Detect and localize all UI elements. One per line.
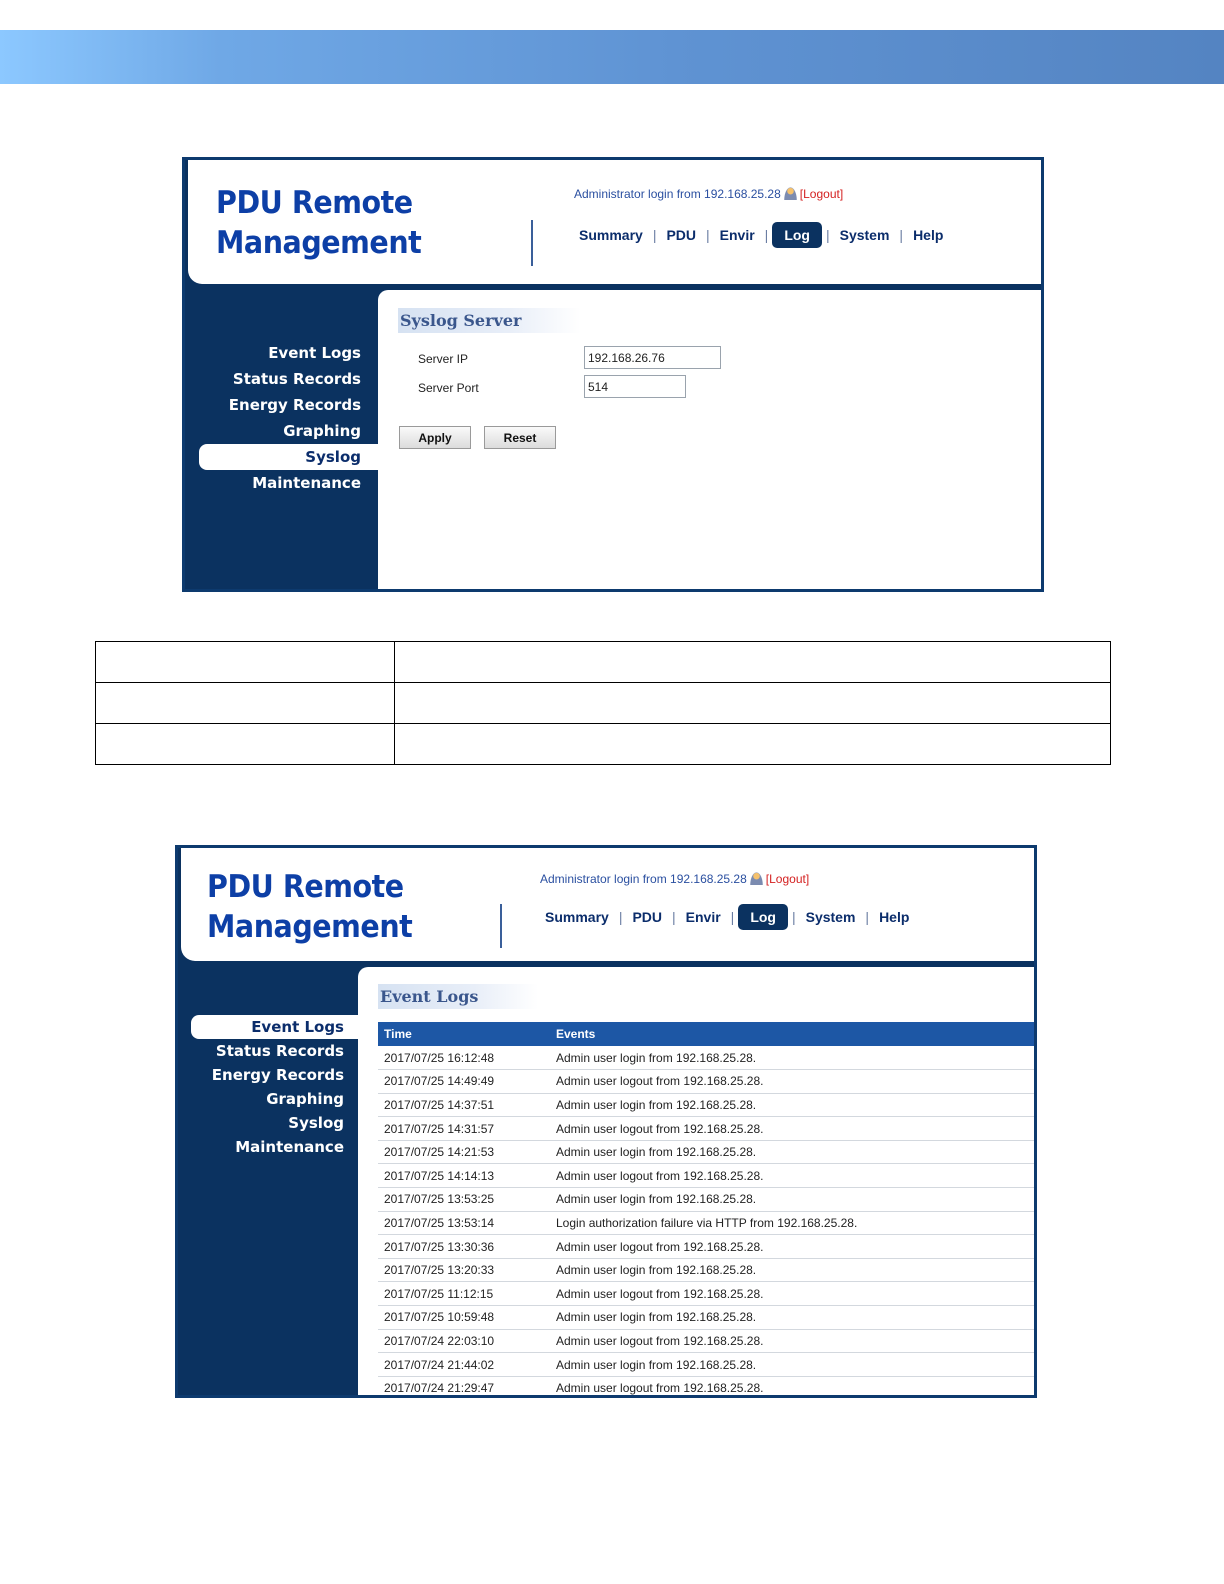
side-item-graphing[interactable]: Graphing: [266, 1090, 344, 1108]
nav-log[interactable]: Log: [772, 222, 822, 248]
log-time-cell: 2017/07/25 13:53:25: [378, 1188, 550, 1212]
log-event-cell: Admin user logout from 192.168.25.28.: [550, 1282, 1037, 1306]
admin-login-text: Administrator login from 192.168.25.28: [574, 187, 781, 201]
nav-separator: |: [791, 909, 796, 925]
log-event-cell: Admin user logout from 192.168.25.28.: [550, 1376, 1037, 1398]
main-nav: [545, 904, 909, 930]
log-event-cell: Admin user logout from 192.168.25.28.: [550, 1117, 1037, 1141]
nav-help[interactable]: Help: [879, 909, 910, 925]
table-row: [378, 1070, 1037, 1094]
log-event-cell: Login authorization failure via HTTP from 192.168.25.28.: [550, 1211, 1037, 1235]
admin-login-text: Administrator login from 192.168.25.28: [540, 872, 747, 886]
table-row: [378, 1235, 1037, 1259]
column-header-time: Time: [378, 1022, 550, 1046]
log-event-cell: Admin user logout from 192.168.25.28.: [550, 1070, 1037, 1094]
user-icon: [750, 872, 763, 885]
table-row: [96, 724, 1111, 765]
logout-link[interactable]: [Logout]: [765, 872, 810, 886]
nav-separator: |: [899, 227, 904, 243]
log-event-cell: Admin user login from 192.168.25.28.: [550, 1188, 1037, 1212]
side-item-syslog[interactable]: Syslog: [199, 444, 379, 470]
table-row: [378, 1306, 1037, 1330]
admin-status: [574, 187, 843, 201]
header-divider: [500, 904, 502, 948]
log-time-cell: 2017/07/24 21:44:02: [378, 1353, 550, 1377]
side-item-maintenance[interactable]: Maintenance: [235, 1138, 344, 1156]
log-event-cell: Admin user logout from 192.168.25.28.: [550, 1164, 1037, 1188]
table-row: [96, 642, 1111, 683]
nav-system[interactable]: System: [839, 227, 890, 243]
log-time-cell: 2017/07/25 13:20:33: [378, 1258, 550, 1282]
nav-separator: |: [672, 909, 676, 925]
nav-log[interactable]: Log: [738, 904, 788, 930]
log-time-cell: 2017/07/25 11:12:15: [378, 1282, 550, 1306]
apply-button[interactable]: Apply: [399, 426, 471, 449]
log-time-cell: 2017/07/25 14:14:13: [378, 1164, 550, 1188]
nav-separator: |: [865, 909, 870, 925]
syslog-content: [378, 290, 1044, 592]
app-logo: PDU Remote Management: [216, 185, 422, 261]
side-item-status-records[interactable]: Status Records: [215, 1042, 344, 1060]
nav-envir[interactable]: Envir: [685, 909, 721, 925]
nav-system[interactable]: System: [805, 909, 856, 925]
table-header-row: [378, 1022, 1037, 1046]
side-item-graphing[interactable]: Graphing: [283, 422, 361, 440]
table-row: [378, 1117, 1037, 1141]
nav-envir[interactable]: Envir: [719, 227, 755, 243]
server-ip-label: Server IP: [418, 352, 469, 366]
side-item-event-logs[interactable]: Event Logs: [191, 1015, 362, 1039]
log-time-cell: 2017/07/25 14:37:51: [378, 1093, 550, 1117]
log-event-cell: Admin user login from 192.168.25.28.: [550, 1353, 1037, 1377]
log-time-cell: 2017/07/25 10:59:48: [378, 1306, 550, 1330]
log-event-cell: Admin user login from 192.168.25.28.: [550, 1140, 1037, 1164]
log-event-cell: Admin user login from 192.168.25.28.: [550, 1306, 1037, 1330]
section-title: Syslog Server: [398, 308, 581, 333]
table-row: [378, 1164, 1037, 1188]
app-header: [188, 160, 1041, 284]
nav-separator: |: [618, 909, 623, 925]
header-divider: [531, 220, 533, 266]
side-item-syslog[interactable]: Syslog: [288, 1114, 344, 1132]
nav-summary[interactable]: Summary: [579, 227, 643, 243]
nav-pdu[interactable]: PDU: [632, 909, 663, 925]
section-title: Event Logs: [378, 984, 538, 1009]
log-event-cell: Admin user logout from 192.168.25.28.: [550, 1235, 1037, 1259]
column-header-events: Events: [550, 1022, 1037, 1046]
user-icon: [784, 187, 797, 200]
nav-summary[interactable]: Summary: [545, 909, 609, 925]
server-port-input[interactable]: [584, 375, 686, 398]
nav-separator: |: [825, 227, 830, 243]
log-time-cell: 2017/07/25 14:49:49: [378, 1070, 550, 1094]
table-row: [378, 1046, 1037, 1070]
log-event-cell: Admin user login from 192.168.25.28.: [550, 1093, 1037, 1117]
nav-separator: |: [730, 909, 735, 925]
side-item-event-logs[interactable]: Event Logs: [268, 344, 361, 362]
logout-link[interactable]: [Logout]: [799, 187, 844, 201]
table-row: [96, 683, 1111, 724]
log-time-cell: 2017/07/25 13:53:14: [378, 1211, 550, 1235]
nav-separator: |: [706, 227, 710, 243]
table-row: [378, 1258, 1037, 1282]
app-header: [181, 848, 1034, 961]
table-row: [378, 1353, 1037, 1377]
table-row: [378, 1093, 1037, 1117]
log-time-cell: 2017/07/24 22:03:10: [378, 1329, 550, 1353]
table-row: [378, 1140, 1037, 1164]
log-time-cell: 2017/07/24 21:29:47: [378, 1376, 550, 1398]
side-item-energy-records[interactable]: Energy Records: [211, 1066, 344, 1084]
server-port-label: Server Port: [418, 381, 479, 395]
event-log-table: [378, 1022, 1037, 1398]
app-logo: PDU Remote Management: [207, 869, 413, 945]
server-ip-input[interactable]: [584, 346, 721, 369]
side-item-maintenance[interactable]: Maintenance: [252, 474, 361, 492]
description-table: [95, 641, 1111, 765]
nav-separator: |: [764, 227, 769, 243]
nav-pdu[interactable]: PDU: [666, 227, 697, 243]
log-event-cell: Admin user login from 192.168.25.28.: [550, 1258, 1037, 1282]
nav-help[interactable]: Help: [913, 227, 944, 243]
side-item-energy-records[interactable]: Energy Records: [228, 396, 361, 414]
side-menu: [199, 340, 379, 496]
nav-separator: |: [652, 227, 657, 243]
page-top-banner: [0, 30, 1224, 84]
table-row: [378, 1188, 1037, 1212]
side-item-status-records[interactable]: Status Records: [232, 370, 361, 388]
event-logs-content: [358, 967, 1037, 1398]
table-row: [378, 1329, 1037, 1353]
log-event-cell: Admin user logout from 192.168.25.28.: [550, 1329, 1037, 1353]
main-nav: [579, 222, 943, 248]
table-row: [378, 1282, 1037, 1306]
admin-status: [540, 872, 809, 886]
log-time-cell: 2017/07/25 13:30:36: [378, 1235, 550, 1259]
table-row: [378, 1211, 1037, 1235]
syslog-screenshot-panel: [182, 157, 1044, 592]
log-time-cell: 2017/07/25 14:21:53: [378, 1140, 550, 1164]
side-menu: [191, 1015, 362, 1159]
log-event-cell: Admin user login from 192.168.25.28.: [550, 1046, 1037, 1070]
log-time-cell: 2017/07/25 16:12:48: [378, 1046, 550, 1070]
log-time-cell: 2017/07/25 14:31:57: [378, 1117, 550, 1141]
reset-button[interactable]: Reset: [484, 426, 556, 449]
event-logs-screenshot-panel: [175, 845, 1037, 1398]
table-row: [378, 1376, 1037, 1398]
